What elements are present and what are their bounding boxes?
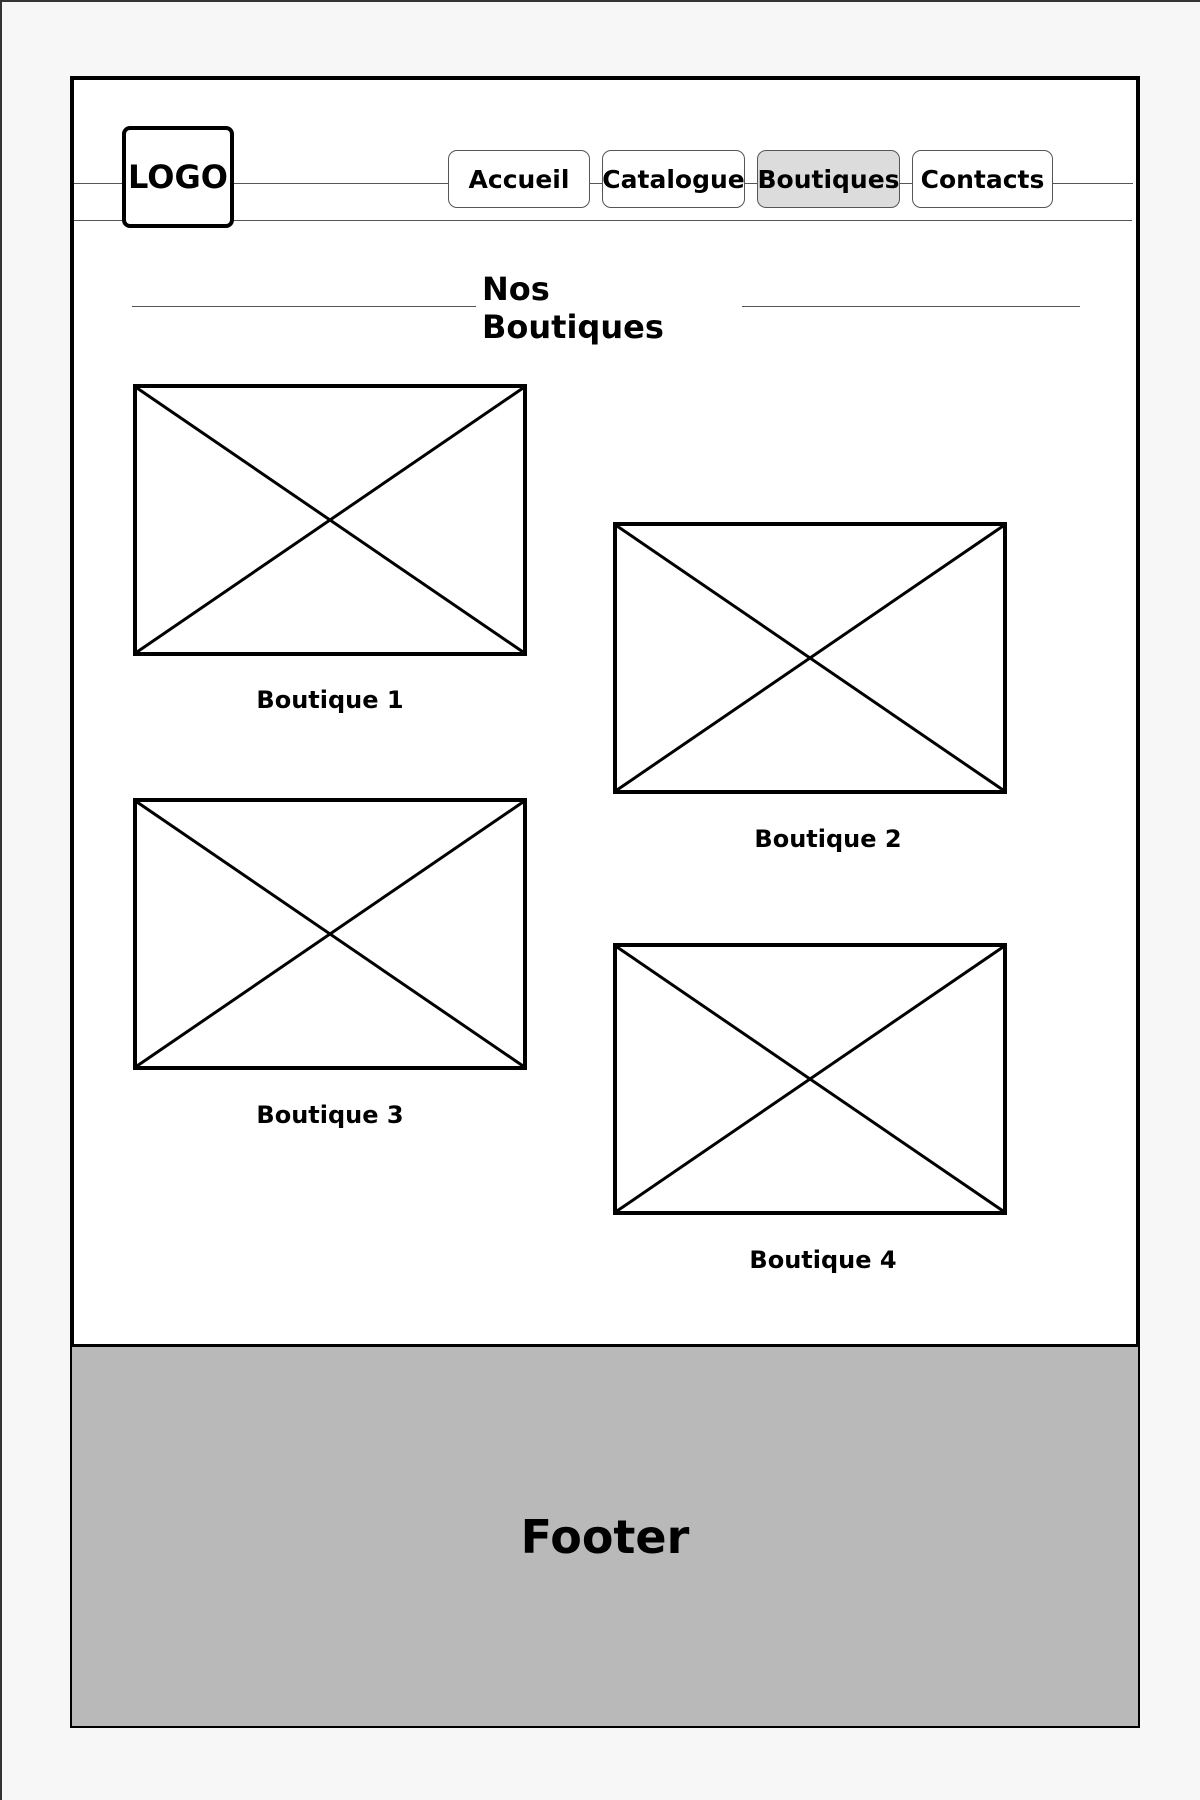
header-rule-right [1053,183,1133,184]
nav-accueil-label: Accueil [468,164,570,194]
shop-1-image[interactable] [133,384,527,656]
shop-1-label[interactable]: Boutique 1 [256,686,404,714]
header-rule-left [74,183,122,184]
shop-2-image[interactable] [613,522,1007,794]
nav-contacts-label: Contacts [920,164,1045,194]
title-rule-left [132,306,476,307]
nav-boutiques[interactable] [757,150,900,208]
shop-4-label[interactable]: Boutique 4 [749,1246,897,1274]
image-placeholder-icon [617,947,1003,1211]
image-placeholder-icon [137,802,523,1066]
page-title: Nos Boutiques [482,284,742,332]
shop-2-label[interactable]: Boutique 2 [754,825,902,853]
footer-text: Footer [520,1509,690,1564]
title-rule-right [738,306,1080,307]
logo[interactable] [122,126,234,228]
footer [70,1344,1140,1728]
image-placeholder-icon [137,388,523,652]
header-rule-mid [234,183,448,184]
logo-text: LOGO [128,158,228,196]
nav-catalogue-label: Catalogue [602,164,745,194]
nav-contacts[interactable] [912,150,1053,208]
nav-catalogue[interactable] [602,150,745,208]
shop-3-image[interactable] [133,798,527,1070]
header-rule-sep-1 [590,183,602,184]
nav-boutiques-label: Boutiques [757,164,900,194]
shop-3-label[interactable]: Boutique 3 [256,1101,404,1129]
header-rule-sep-3 [900,183,912,184]
header-rule-sep-2 [745,183,757,184]
shop-4-image[interactable] [613,943,1007,1215]
image-placeholder-icon [617,526,1003,790]
nav-accueil[interactable] [448,150,590,208]
